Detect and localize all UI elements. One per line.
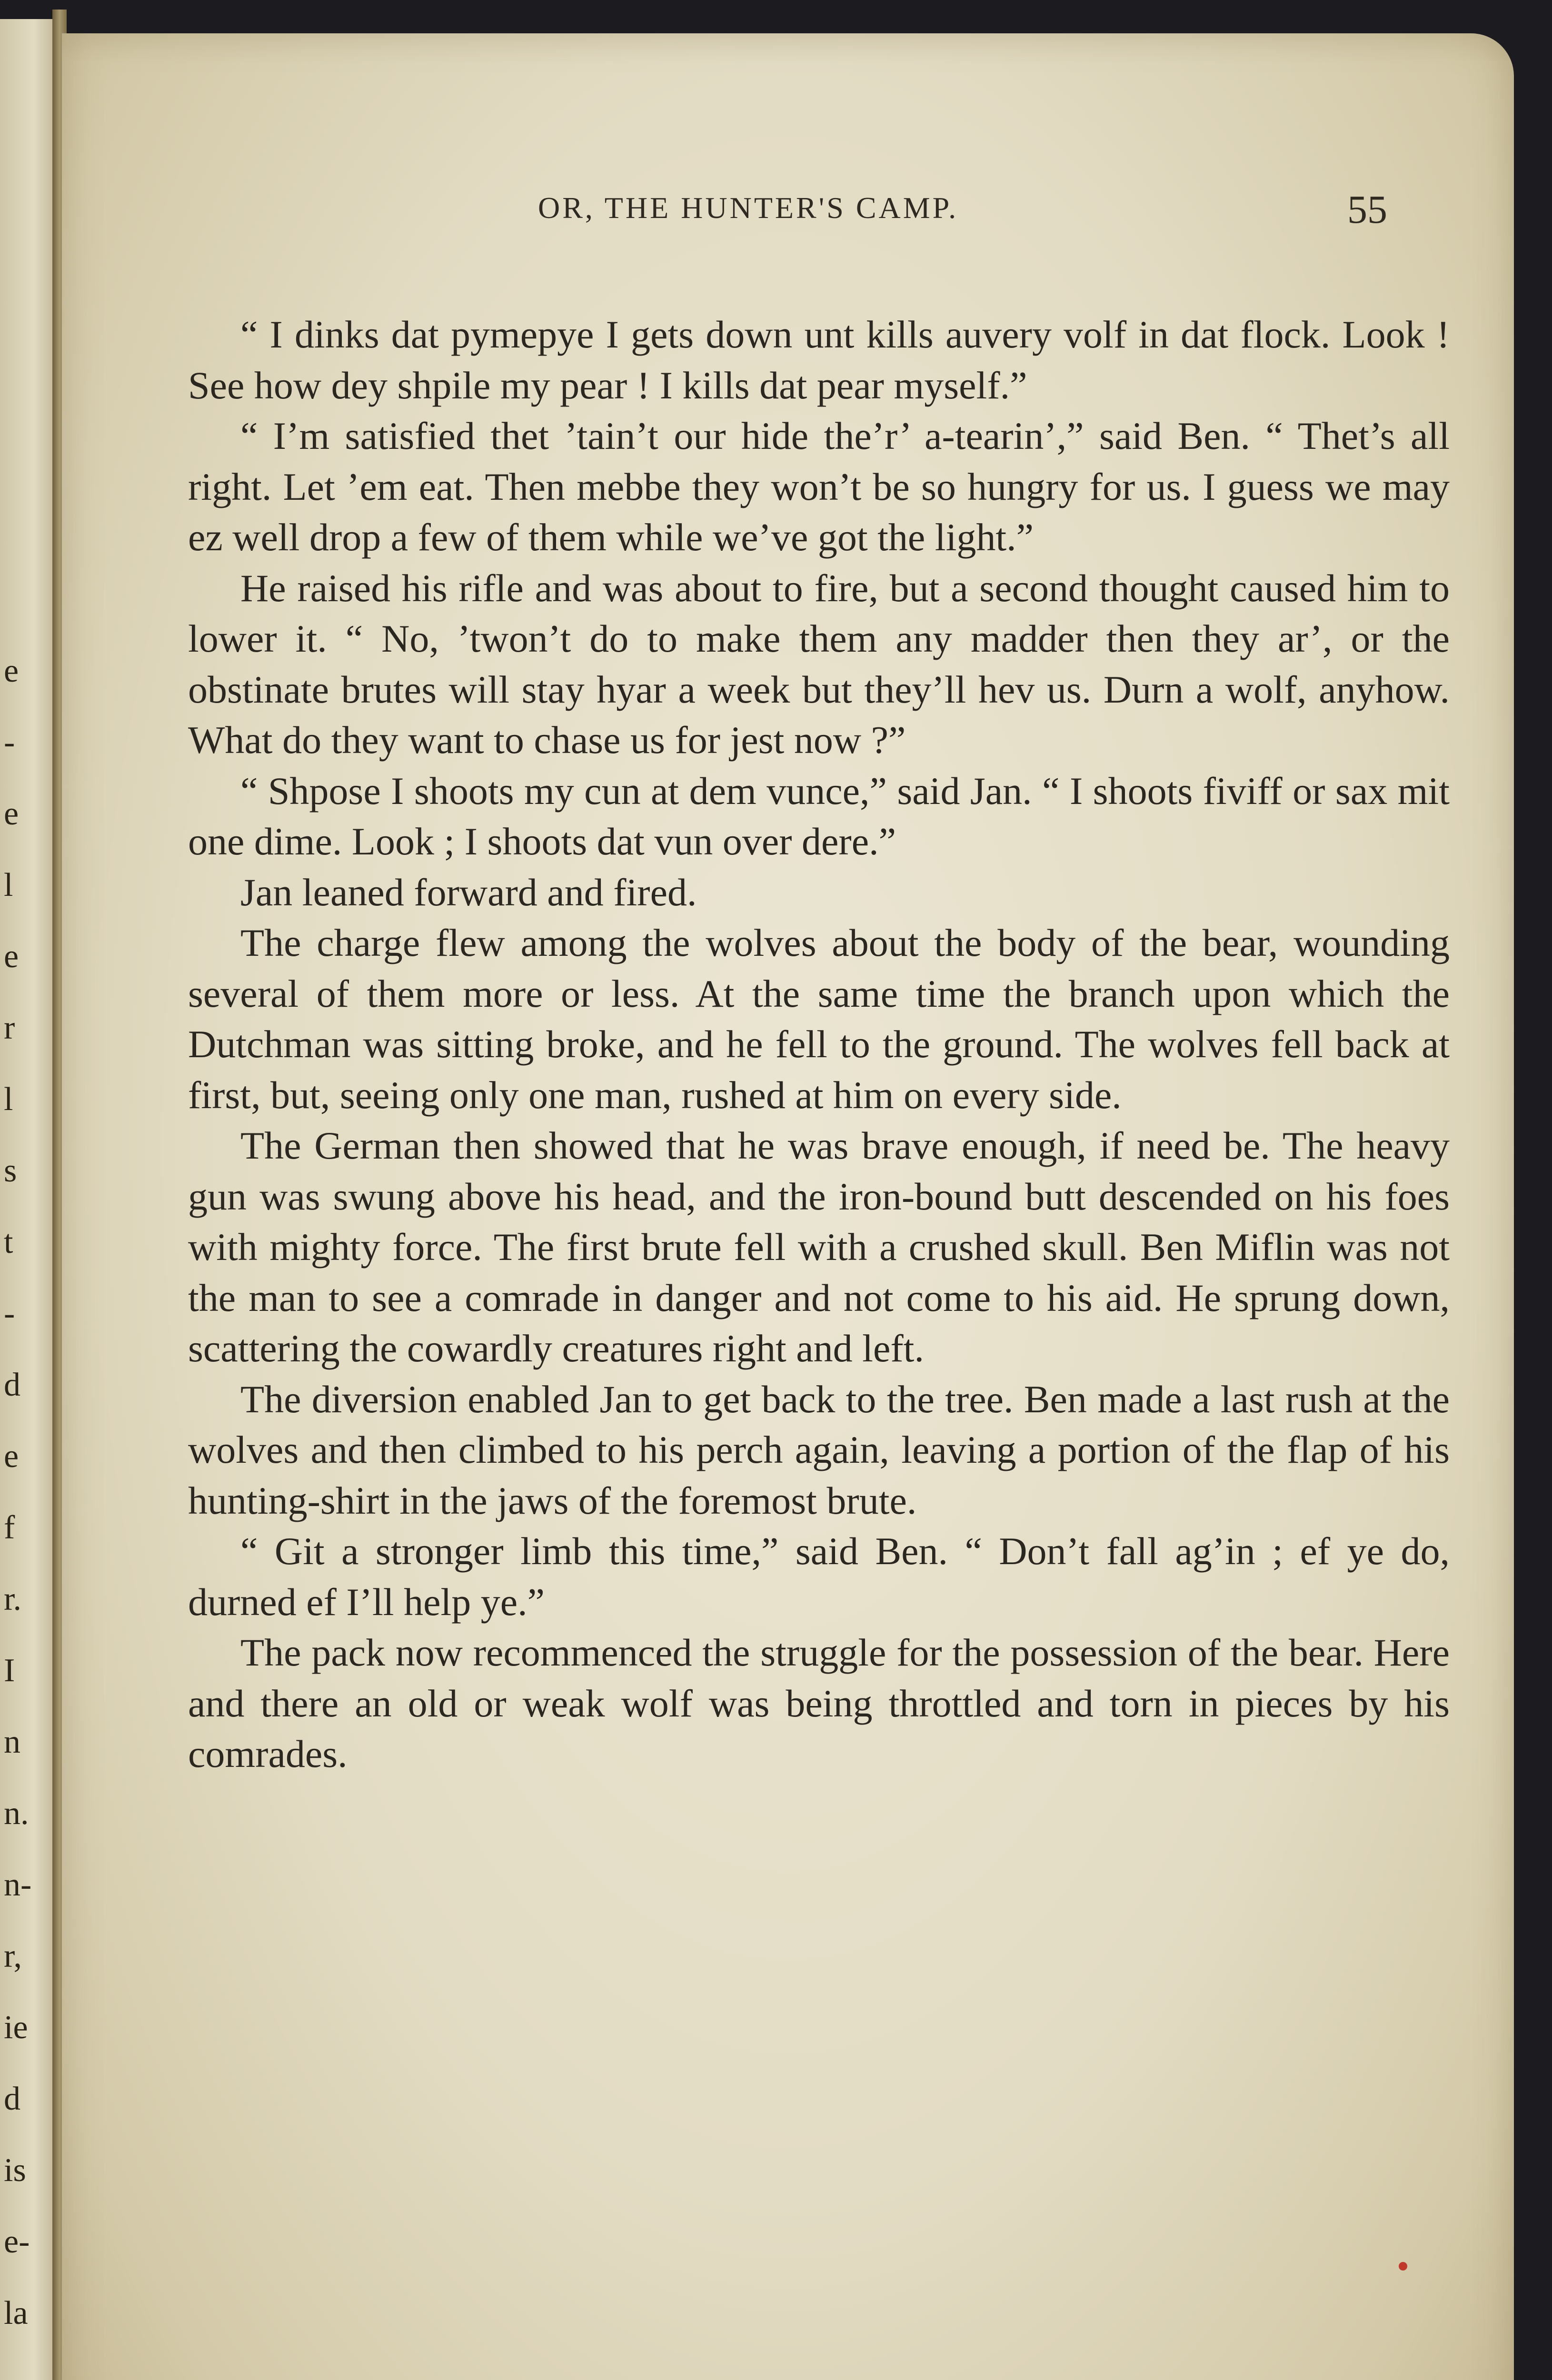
facing-page-letter: t: [4, 1224, 13, 1260]
facing-page-letter: s: [4, 1152, 17, 1189]
paragraph: The diversion enabled Jan to get back to the tree. Ben made a last rush at the wolves and then climbed to his perch again, leaving a portion of the flap of his hunting-shirt in the jaws of the foremost brute.: [188, 1377, 1450, 1522]
paragraph: “ I’m satisfied thet ’tain’t our hide the’r’ a-tearin’,” said Ben. “ Thet’s all right. Let ’em eat. Then mebbe they won’t be so hungry for us. I guess we may ez well drop a few of them while we’ve got the light.”: [188, 414, 1450, 559]
facing-page-letter: d: [4, 1367, 20, 1403]
facing-page-letter: e-: [4, 2223, 30, 2260]
facing-page-letter: r.: [4, 1581, 21, 1617]
body-text: [188, 309, 1450, 1780]
facing-page-letter: l: [4, 1081, 13, 1118]
ink-dot: [1399, 2262, 1407, 2271]
facing-page-letter: r,: [4, 1938, 22, 1974]
facing-page-letter: n-: [4, 1866, 32, 1903]
facing-page-letter: r: [4, 1010, 15, 1046]
facing-page-letter: e: [4, 1438, 19, 1475]
paragraph: “ I dinks dat pymepye I gets down unt kills auvery volf in dat flock. Look ! See how dey shpile my pear ! I kills dat pear myself.”: [188, 313, 1450, 407]
facing-page-letter: la: [4, 2295, 28, 2331]
facing-page-letter: n.: [4, 1795, 29, 1832]
paragraph: Jan leaned forward and fired.: [240, 870, 697, 914]
paragraph: “ Git a stronger limb this time,” said Ben. “ Don’t fall ag’in ; ef ye do, durned ef I’ll help ye.”: [188, 1529, 1450, 1624]
paragraph: “ Shpose I shoots my cun at dem vunce,” said Jan. “ I shoots fiviff or sax mit one dime. Look ; I shoots dat vun over dere.”: [188, 769, 1450, 863]
facing-page-letter: I: [4, 1652, 15, 1689]
facing-page-letter: is: [4, 2152, 26, 2189]
facing-page-letter: f: [4, 1509, 15, 1546]
facing-page-letter: e: [4, 938, 19, 975]
facing-page-letter: e: [4, 653, 19, 689]
running-head: [62, 190, 1514, 238]
facing-page-letter: ie: [4, 2009, 28, 2046]
facing-page-letter: -: [4, 1295, 15, 1332]
facing-page-letter: n: [4, 1724, 20, 1760]
paragraph: The German then showed that he was brave enough, if need be. The heavy gun was swung above his head, and the iron-bound butt descended on his foes with mighty force. The first brute fell with a crushed skull. Ben Miflin was not the man to see a comrade in danger and not come to his aid. He sprung down, scattering the cowardly creatures right and left.: [188, 1124, 1450, 1370]
running-title: OR, THE HUNTER'S CAMP.: [538, 191, 959, 225]
paragraph: The charge flew among the wolves about the body of the bear, wounding several of them more or less. At the same time the branch upon which the Dutchman was sitting broke, and he fell to the ground. The wolves fell back at first, but, seeing only one man, rushed at him on every side.: [188, 921, 1450, 1117]
facing-page-letter: -: [4, 724, 15, 761]
facing-page-letters: [0, 19, 52, 2380]
facing-page-letter: l: [4, 867, 13, 903]
facing-page-letter: e: [4, 795, 19, 832]
facing-page-letter: d: [4, 2081, 20, 2117]
paragraph: The pack now recommenced the struggle for the possession of the bear. Here and there an old or weak wolf was being throttled and torn in pieces by his comrades.: [188, 1631, 1450, 1775]
paragraph: He raised his rifle and was about to fire, but a second thought caused him to lower it. “ No, ’twon’t do to make them any madder then they ar’, or the obstinate brutes will stay hyar a week but they’ll hev us. Durn a wolf, anyhow. What do they want to chase us for jest now ?”: [188, 566, 1450, 762]
facing-page-edge: [0, 19, 57, 2380]
page-number: 55: [1347, 188, 1387, 232]
book-page: [62, 33, 1514, 2380]
